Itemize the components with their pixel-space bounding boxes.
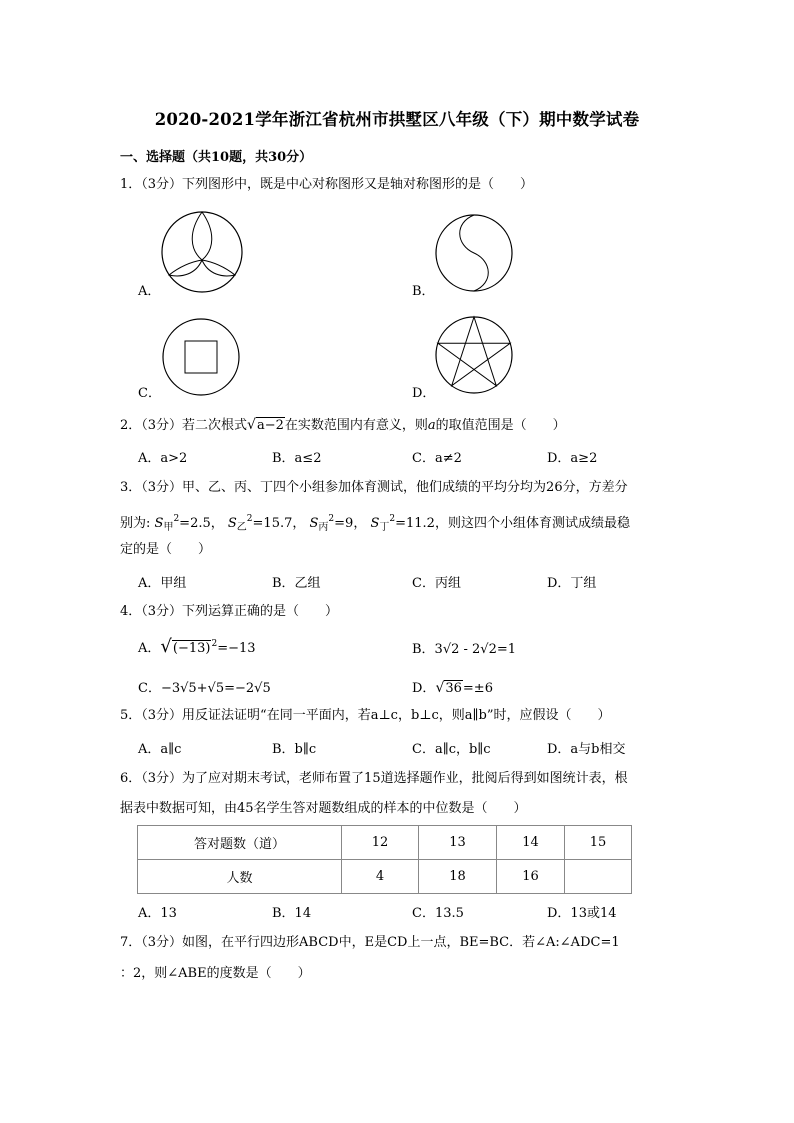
table-row (138, 860, 632, 894)
variance-jia: =2.5， (179, 516, 224, 531)
question-3-prefix: 别为: (120, 516, 151, 531)
question-2-option-a: A．a>2 (138, 451, 188, 466)
question-4-option-a: A．$√(-13)^2=-13$ (138, 636, 256, 657)
variance-ding: =11.2，则这四个小组体育测试成绩最稳 (395, 516, 630, 531)
question-7-line-2: ：2，则∠ABE的度数是（ ） (120, 966, 311, 981)
table-cell: 18 (419, 860, 497, 894)
table-header-cell: 答对题数（道） (138, 826, 342, 860)
question-5-stem: 5．（3分）用反证法证明“在同一平面内，若a⊥c，b⊥c，则a∥b”时，应假设（ ） (120, 708, 611, 723)
figure-circle-with-square (161, 317, 241, 397)
table-header-cell: 人数 (138, 860, 342, 894)
question-4-option-b: B．3√2 - 2√2=1 (412, 642, 517, 657)
question-4-stem: 4．（3分）下列运算正确的是（ ） (120, 604, 339, 619)
question-5-option-b: B．b∥c (272, 742, 317, 757)
table-cell: 12 (342, 826, 419, 860)
table-cell: 4 (342, 860, 419, 894)
option-d-rest: =±6 (462, 681, 493, 696)
question-1-option-a: A． (138, 284, 161, 299)
radical-expression: √a−2 (247, 417, 284, 433)
variance-bing: =9， (334, 516, 367, 531)
question-6-option-a: A．13 (138, 906, 177, 921)
question-2-option-d: D．a≥2 (547, 451, 598, 466)
question-5-option-a: A．a∥c (138, 742, 182, 757)
question-1-option-c: C． (138, 386, 161, 401)
option-d-label: D． (412, 681, 436, 696)
option-a-radicand: (−13) (172, 641, 211, 656)
option-a-rest: =−13 (217, 641, 256, 656)
question-5-option-c: C．a∥c，b∥c (412, 742, 491, 757)
table-cell (565, 860, 632, 894)
question-3-line-1: 3．（3分）甲、乙、丙、丁四个小组参加体育测试，他们成绩的平均分均为26分，方差分 (120, 480, 628, 495)
table-cell: 14 (497, 826, 565, 860)
question-6-line-2: 据表中数据可知，由45名学生答对题数组成的样本的中位数是（ ） (120, 801, 527, 816)
question-2-prefix: 2．（3分）若二次根式 (120, 418, 248, 433)
question-6-option-d: D．13或14 (547, 906, 617, 921)
question-2-suffix: 在实数范围内有意义，则 (284, 418, 428, 433)
question-6-line-1: 6．（3分）为了应对期末考试，老师布置了15道选择题作业，批阅后得到如图统计表，根 (120, 771, 628, 786)
radicand: a−2 (256, 418, 284, 433)
question-4-option-c: C．−3√5+√5=−2√5 (138, 681, 271, 696)
question-2-option-c: C．a≠2 (412, 451, 462, 466)
table-cell: 16 (497, 860, 565, 894)
figure-three-petal-circle (160, 210, 244, 294)
section-heading: 一、选择题（共10题，共30分） (120, 150, 313, 165)
question-6-option-c: C．13.5 (412, 906, 464, 921)
table-cell: 13 (419, 826, 497, 860)
table-cell: 15 (565, 826, 632, 860)
variance-yi: =15.7， (252, 516, 306, 531)
page-title: 2020-2021学年浙江省杭州市拱墅区八年级（下）期中数学试卷 (154, 110, 640, 129)
question-6-option-b: B．14 (272, 906, 312, 921)
statistics-table (137, 825, 632, 894)
question-2-option-b: B．a≤2 (272, 451, 322, 466)
question-3-option-b: B．乙组 (272, 576, 321, 591)
option-d-radicand: 36 (445, 681, 462, 696)
question-1-stem: 1．（3分）下列图形中，既是中心对称图形又是轴对称图形的是（ ） (120, 177, 534, 192)
option-a-label: A． (138, 641, 161, 656)
question-3-line-2: 别为: $S_甲^2=2.5$， $S_乙^2=15.7$， $S_丙^2=9$， $S_丁^2=11.2$，则这四个小组体育测试成绩最稳 (120, 514, 630, 533)
figure-pentagram-circle (434, 315, 514, 395)
question-3-option-c: C．丙组 (412, 576, 461, 591)
question-3-line-3: 定的是（ ） (120, 542, 212, 557)
question-1-option-b: B． (412, 284, 435, 299)
question-2-var: a (427, 418, 436, 433)
table-row (138, 826, 632, 860)
question-7-line-1: 7．（3分）如图，在平行四边形ABCD中，E是CD上一点，BE=BC．若∠A:∠ADC=1 (120, 935, 620, 950)
question-1-option-d: D． (412, 386, 436, 401)
question-5-option-d: D．a与b相交 (547, 742, 626, 757)
question-4-option-d: D．√36=±6 (412, 680, 493, 696)
question-3-option-a: A．甲组 (138, 576, 187, 591)
question-2-stem (120, 416, 566, 435)
figure-yin-yang-circle (434, 213, 514, 293)
question-3-option-d: D．丁组 (547, 576, 597, 591)
question-2-tail: 的取值范围是（ ） (435, 418, 566, 433)
